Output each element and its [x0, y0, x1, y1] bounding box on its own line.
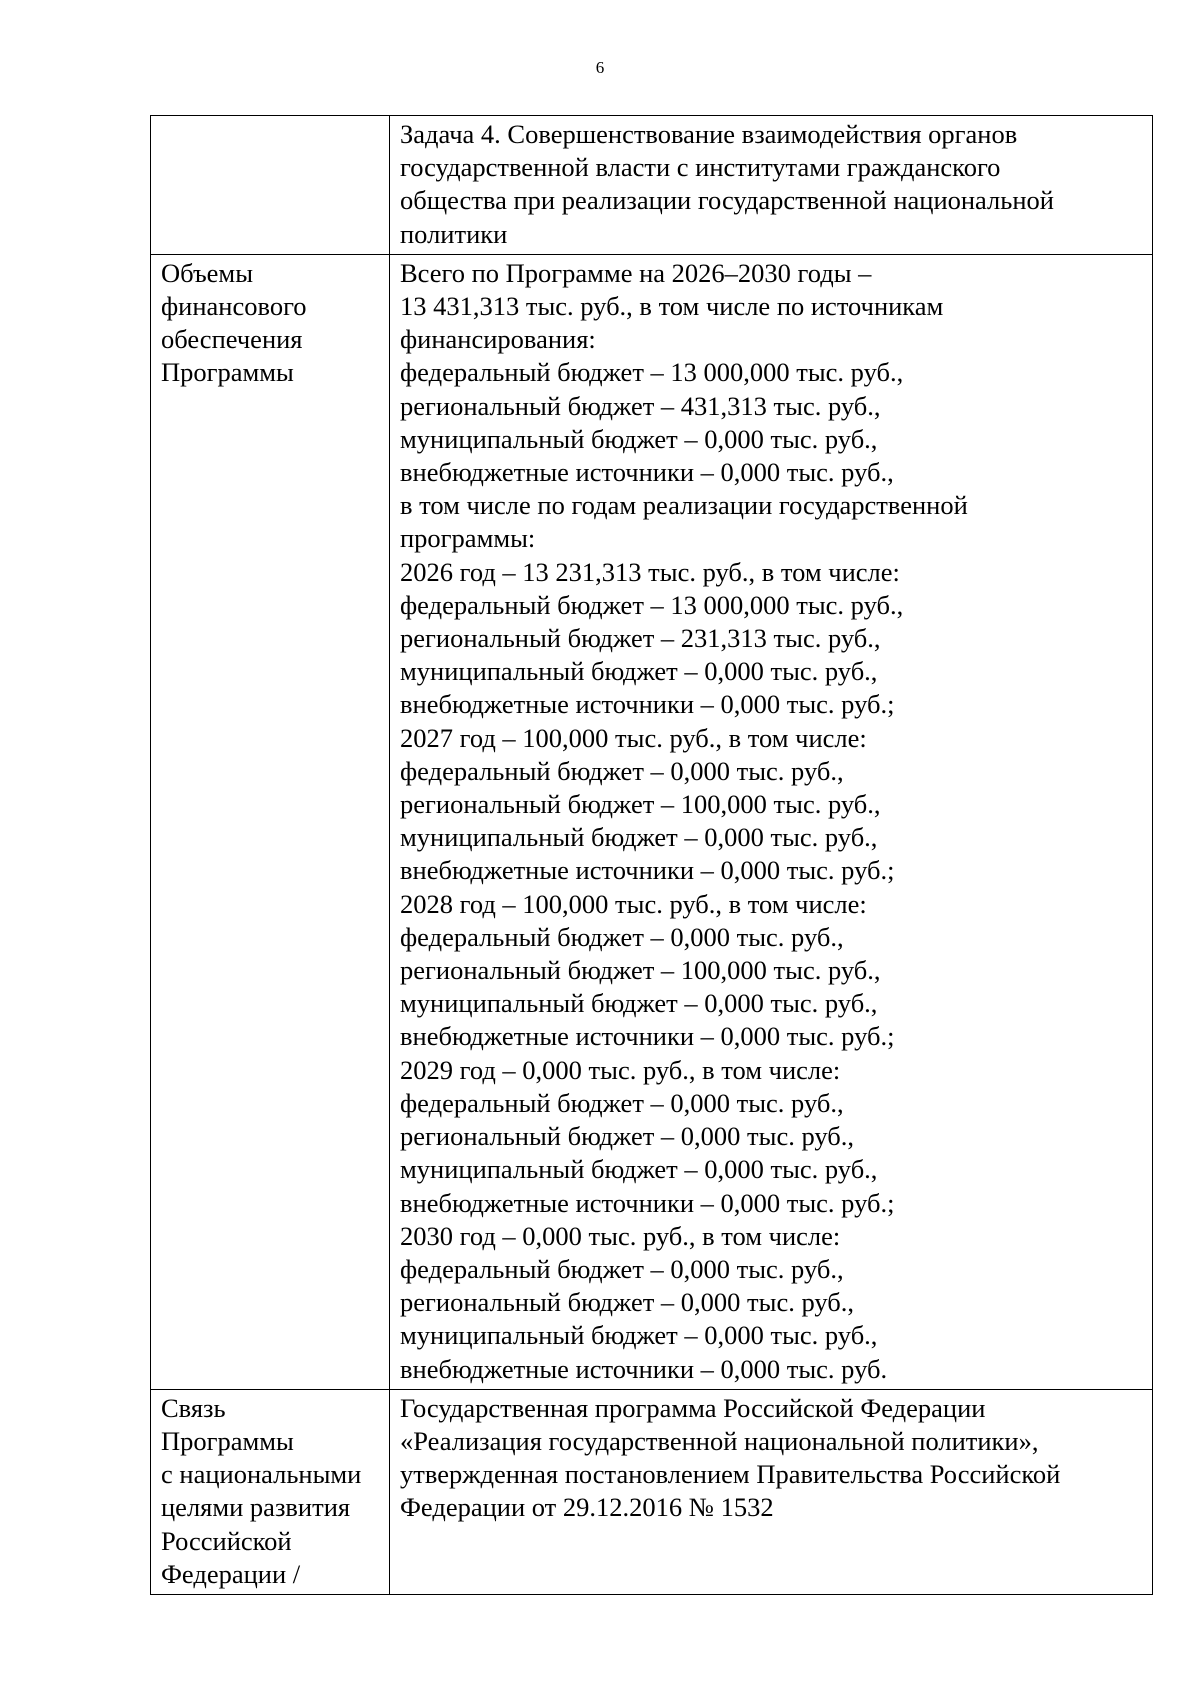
- content-line: федеральный бюджет – 0,000 тыс. руб.,: [400, 1087, 844, 1118]
- content-line: 13 431,313 тыс. руб., в том числе по источникам: [400, 291, 944, 322]
- label-line: целями развития: [161, 1492, 351, 1523]
- content-line: внебюджетные источники – 0,000 тыс. руб.;: [400, 855, 895, 886]
- content-line: Государственная программа Российской Федерации: [400, 1392, 986, 1423]
- content-line: внебюджетные источники – 0,000 тыс. руб.;: [400, 689, 895, 720]
- content-line: федеральный бюджет – 0,000 тыс. руб.,: [400, 921, 844, 952]
- row-content-cell: [390, 254, 1153, 1389]
- row-label-cell: [151, 116, 390, 255]
- content-line: федеральный бюджет – 13 000,000 тыс. руб.,: [400, 357, 904, 388]
- content-line: «Реализация государственной национальной политики»,: [400, 1425, 1039, 1456]
- label-line: Связь: [161, 1392, 226, 1423]
- table-row-national-goals-link: [151, 1389, 1153, 1594]
- page-number: 6: [595, 58, 605, 77]
- content-line: внебюджетные источники – 0,000 тыс. руб.,: [400, 457, 894, 488]
- content-line: Всего по Программе на 2026–2030 годы –: [400, 257, 872, 288]
- label-line: финансового: [161, 291, 307, 322]
- content-line: государственной власти с институтами гражданского: [400, 152, 1001, 183]
- content-line: Задача 4. Совершенствование взаимодействия органов: [400, 119, 1018, 149]
- content-line: региональный бюджет – 431,313 тыс. руб.,: [400, 390, 881, 421]
- content-line: региональный бюджет – 100,000 тыс. руб.,: [400, 789, 881, 820]
- row-content-cell: [390, 116, 1153, 255]
- content-line: внебюджетные источники – 0,000 тыс. руб.: [400, 1353, 888, 1384]
- content-line: муниципальный бюджет – 0,000 тыс. руб.,: [400, 423, 878, 454]
- content-line: 2026 год – 13 231,313 тыс. руб., в том числе:: [400, 556, 900, 587]
- content-line: 2027 год – 100,000 тыс. руб., в том числе:: [400, 722, 867, 753]
- table-row-task-4: [151, 116, 1153, 255]
- label-line: обеспечения: [161, 324, 303, 355]
- table-row-funding-volumes: [151, 254, 1153, 1389]
- row-label-cell: [151, 1389, 390, 1594]
- content-line: финансирования:: [400, 324, 596, 355]
- content-line: региональный бюджет – 0,000 тыс. руб.,: [400, 1287, 854, 1318]
- label-line: Российской: [161, 1525, 292, 1556]
- content-line: муниципальный бюджет – 0,000 тыс. руб.,: [400, 822, 878, 853]
- row-content-cell: [390, 1389, 1153, 1594]
- content-line: 2030 год – 0,000 тыс. руб., в том числе:: [400, 1220, 841, 1251]
- label-line: Программы: [161, 357, 294, 388]
- row-label-cell: [151, 254, 390, 1389]
- content-line: региональный бюджет – 100,000 тыс. руб.,: [400, 955, 881, 986]
- content-line: региональный бюджет – 231,313 тыс. руб.,: [400, 623, 881, 654]
- content-line: в том числе по годам реализации государственной: [400, 490, 968, 521]
- content-line: 2028 год – 100,000 тыс. руб., в том числе:: [400, 888, 867, 919]
- label-line: Федерации /: [161, 1558, 301, 1589]
- content-line: 2029 год – 0,000 тыс. руб., в том числе:: [400, 1054, 841, 1085]
- content-line: муниципальный бюджет – 0,000 тыс. руб.,: [400, 656, 878, 687]
- content-line: федеральный бюджет – 0,000 тыс. руб.,: [400, 1253, 844, 1284]
- content-line: политики: [400, 218, 508, 249]
- content-line: региональный бюджет – 0,000 тыс. руб.,: [400, 1121, 854, 1152]
- content-line: программы:: [400, 523, 536, 554]
- content-line: муниципальный бюджет – 0,000 тыс. руб.,: [400, 1154, 878, 1185]
- content-line: федеральный бюджет – 0,000 тыс. руб.,: [400, 755, 844, 786]
- label-line: с национальными: [161, 1459, 362, 1490]
- content-line: утвержденная постановлением Правительства Российской: [400, 1459, 1061, 1490]
- content-line: общества при реализации государственной национальной: [400, 185, 1054, 216]
- content-line: Федерации от 29.12.2016 № 1532: [400, 1492, 774, 1523]
- program-passport-table: [150, 115, 1153, 1595]
- content-line: муниципальный бюджет – 0,000 тыс. руб.,: [400, 988, 878, 1019]
- content-line: федеральный бюджет – 13 000,000 тыс. руб.,: [400, 589, 904, 620]
- content-line: муниципальный бюджет – 0,000 тыс. руб.,: [400, 1320, 878, 1351]
- label-line: Объемы: [161, 257, 253, 288]
- label-line: Программы: [161, 1425, 294, 1456]
- content-line: внебюджетные источники – 0,000 тыс. руб.;: [400, 1187, 895, 1218]
- content-line: внебюджетные источники – 0,000 тыс. руб.;: [400, 1021, 895, 1052]
